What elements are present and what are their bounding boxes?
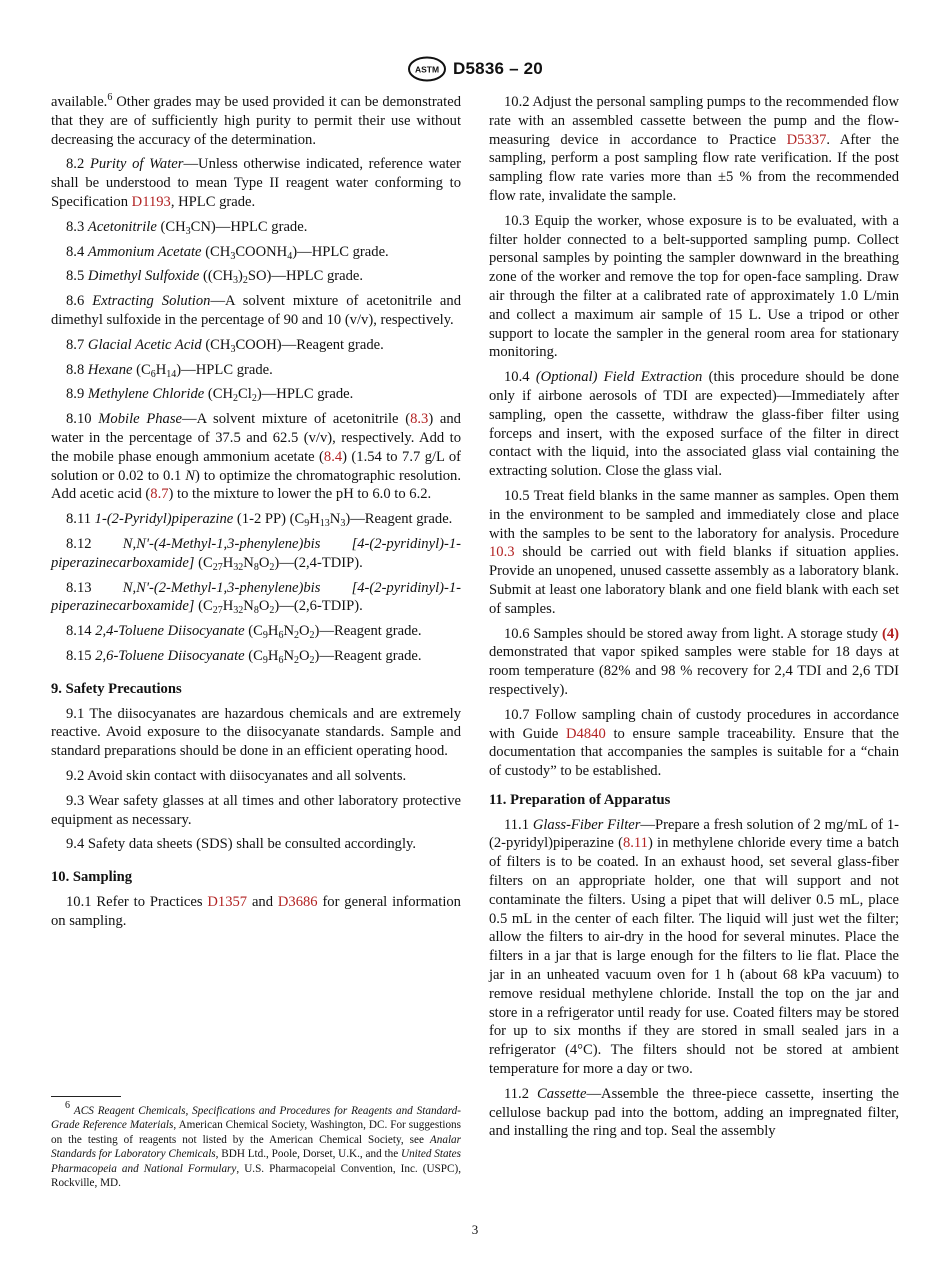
page-header	[0, 56, 950, 82]
astm-logo-icon	[407, 56, 447, 82]
paragraph-8-15: 8.15 2,6-Toluene Diisocyanate $(C_9H_6N_2O_2)—Reagent$ grade.	[66, 647, 422, 666]
paragraph-10-7: 10.7 Follow sampling chain of custody procedures in accordance with Guide D4840 to ensure sample traceability. Ensure that the documentation that accompanies the samples is suitable for a “chain of custody” to be established.	[489, 706, 899, 780]
formula-dmso: $((CH_3)_2SO)$	[203, 268, 272, 287]
paragraph-8-4: 8.4 Ammonium Acetate $(CH_3COONH_4)—HPLC$ grade.	[66, 243, 389, 262]
paragraph-10-3: 10.3 Equip the worker, whose exposure is to be evaluated, with a filter holder connected to a belt-supported sampling pump. Collect personal samples by pointing the sampler downward in the breathing zone of the worker and remove the top for open-face sampling. Draw air through the filter at a calibrated rate of approximately 1.0 L/min and collect a maximum air sample of 15 L. Use a tripod or other support to locate the sampler in the general room area for stationary monitoring.	[489, 212, 899, 361]
section-11-heading: 11. Preparation of Apparatus	[489, 791, 671, 808]
left-column	[51, 93, 461, 936]
formula-ch3cn: $(CH_3CN)$	[160, 218, 216, 237]
right-column	[489, 93, 899, 1147]
link-8-11[interactable]: 8.11	[622, 835, 648, 852]
section-9-heading: 9. Safety Precautions	[51, 680, 182, 697]
paragraph-8-14: 8.14 2,4-Toluene Diisocyanate $(C_9H_6N_2O_2)—Reagent$ grade.	[66, 623, 422, 642]
svg-text:ASTM: ASTM	[415, 64, 440, 75]
footnote-6: $^6$ ACS Reagent Chemicals, Specifications and Procedures for Reagents and Standard-Grade Reference Materials, American Chemical Society, Washington, DC. For suggestions on the testing of reagents not listed by the American Chemical Society, see Analar Standards for Laboratory Chemicals, BDH Ltd., Poole, Dorset, U.K., and the United States Pharmacopeia and National Formulary, U.S. Pharmacopeial Convention, Inc. (USPC), Rockville, MD.	[51, 1100, 461, 1190]
paragraph-8-11: 8.11 1-(2-Pyridyl)piperazine (1-2 PP) $(C_9H_{13}N_3)—Reagent$ grade.	[66, 511, 453, 530]
document-id: D5836 – 20	[453, 59, 543, 78]
paragraph-8-12: 8.12 N,N'-(4-Methyl-1,3-phenylene)bis [4-(2-pyridinyl)-1-piperazinecarboxamide] $(C_{27}H_{32}N_8O_2)—(2,4-TDIP)$.	[51, 535, 461, 573]
formula-ch2cl2: $(CH_2Cl_2)$	[207, 386, 262, 405]
paragraph-8-2: 8.2 Purity of Water—Unless otherwise indicated, reference water shall be understood to mean Type II reagent water conforming to Specification D1193, HPLC grade.	[51, 156, 461, 210]
paragraph-8-6: 8.6 Extracting Solution—A solvent mixture of acetonitrile and dimethyl sulfoxide in the percentage of 90 and 10 (v/v), respectively.	[51, 293, 461, 328]
paragraph-9-3: 9.3 Wear safety glasses at all times and other laboratory protective equipment as necessary.	[51, 792, 461, 828]
paragraph-8-8: 8.8 Hexane $(C_6H_{14})—HPLC$ grade.	[66, 361, 273, 380]
paragraph-9-4: 9.4 Safety data sheets (SDS) shall be consulted accordingly.	[66, 836, 417, 853]
link-d4840[interactable]: D4840	[566, 725, 606, 742]
link-10-3[interactable]: 10.3	[489, 544, 515, 561]
paragraph-10-6: 10.6 Samples should be stored away from light. A storage study (4) demonstrated that vapor spiked samples were stable for 18 days at room temperature (82% and 98 % recovery for 2,4 TDI and 2,6 TDI respectively).	[489, 625, 899, 698]
paragraph-10-2: 10.2 Adjust the personal sampling pumps to the recommended flow rate with an assembled cassette between the pump and the flow-measuring device in accordance to Practice D5337. After the sampling, perform a post sampling flow rate verification. If the post sampling flow rate varies more than ±5 % from the recommended flow rate, invalidate the sample.	[489, 94, 899, 204]
footnote-ref[interactable]: 6	[107, 92, 113, 103]
paragraph-8-9: 8.9 Methylene Chloride $(CH_2Cl_2)—HPLC$ grade.	[66, 386, 354, 405]
link-d5337[interactable]: D5337	[786, 131, 827, 148]
formula-c27h32n8o2-b: $(C_{27}H_{32}N_8O_2)$	[198, 598, 280, 617]
paragraph-9-2: 9.2 Avoid skin contact with diisocyanates and all solvents.	[66, 767, 407, 784]
page-number: 3	[471, 1222, 479, 1237]
paragraph-11-1: 11.1 Glass-Fiber Filter—Prepare a fresh solution of 2 mg/mL of 1-(2-pyridyl)piperazine (8.11) in methylene chloride every time a batch of filters is to be coated. In an exhaust hood, set several glass-fiber filters on an appropriate holder, one that will support and not contaminate the filters. Using a pipet that will deliver 0.5 mL, place 0.5 mL in the center of each filter. The liquid will just wet the filter; allow the filters to air-dry in the hood for several minutes. Place the filters in a jar that is large enough for the filters to lie flat. Place the jar in an unheated vacuum oven for 1 h (about 68 kPa vacuum) to remove residual methylene chloride. Install the top on the jar and store in a refrigerator until ready for use. Coated filters may be stored for up to six months if they are stored in small sealed jars in a refrigerator (4°C). The filters should not be stored at ambient temperature for more a day or two.	[489, 816, 900, 1078]
formula-c6h14: $(C_6H_{14})$	[136, 361, 182, 380]
link-8-7[interactable]: 8.7	[150, 486, 169, 503]
paragraph-11-2: 11.2 Cassette—Assemble the three-piece cassette, inserting the cellulose backup pad into the bottom, adding an impregnated filter, and installing the ring and top. Seal the assembly	[489, 1085, 899, 1140]
link-d1193[interactable]: D1193	[131, 193, 171, 210]
available-word: available.	[51, 94, 108, 110]
link-d3686[interactable]: D3686	[277, 893, 318, 910]
paragraph-10-4: 10.4 (Optional) Field Extraction (this procedure should be done only if airbone aerosols of TDI are expected)—Immediately after sampling, open the cassette, withdraw the glass-fiber filter using forceps and insert, with the exposed surface of the filter in direct contact with the liquid, into the associated glass vial containing the extracting solution. Close the glass vial.	[489, 369, 899, 480]
paragraph-8-7: 8.7 Glacial Acetic Acid $(CH_3COOH)—Reagent$ grade.	[66, 336, 384, 355]
footnote-mark: 6	[65, 1100, 70, 1111]
section-10-heading: 10. Sampling	[51, 869, 133, 886]
link-ref-4[interactable]: (4)	[881, 625, 899, 642]
paragraph-9-1: 9.1 The diisocyanates are hazardous chemicals and are extremely reactive. Avoid exposure to the diisocyanate standards. Sample and standard preparations should be done in an efficient operating hood.	[51, 705, 461, 760]
formula-c9h6n2o2-a: $(C_9H_6N_2O_2)$	[248, 623, 320, 642]
formula-ch3coonh4: $(CH_3COONH_4)$	[205, 243, 298, 262]
paragraph-8-13: 8.13 N,N'-(2-Methyl-1,3-phenylene)bis [4-(2-pyridinyl)-1-piperazinecarboxamide] $(C_{27}H_{32}N_8O_2)—(2,6-TDIP)$.	[51, 579, 461, 617]
p8-1-rest: Other grades may be used provided it can be demonstrated that they are of sufficiently high purity to permit their use without decreasing the accuracy of the determination.	[51, 94, 461, 148]
paragraph-10-5: 10.5 Treat field blanks in the same manner as samples. Open them in the environment to be sampled and immediately close and place with the samples to be sent to the laboratory for analysis. Procedure 10.3 should be carried out with field blanks if situation applies. Provide an unopened, unused cassette assembly as a laboratory blank. Submit at least one laboratory blank and one field blank with each set of samples.	[489, 487, 899, 617]
paragraph-8-3: 8.3 Acetonitrile $(CH_3CN)—HPLC$ grade.	[66, 218, 308, 237]
link-d1357[interactable]: D1357	[207, 893, 248, 910]
formula-c9h13n3: $(C_9H_{13}N_3)$	[289, 511, 351, 530]
paragraph-8-10: 8.10 Mobile Phase—A solvent mixture of acetonitrile (8.3) and water in the percentage of 37.5 and 62.5 (v/v), respectively. Add to the mobile phase enough ammonium acetate (8.4) (1.54 to 7.7 g/L of solution or 0.02 to 0.1 N) to optimize the chromatographic resolution. Add acetic acid (8.7) to the mixture to lower the pH to 6.0 to 6.2.	[51, 411, 461, 503]
footnote-divider	[51, 1096, 121, 1097]
paragraph-8-1-continued	[51, 93, 461, 149]
formula-c9h6n2o2-b: $(C_9H_6N_2O_2)$	[248, 647, 320, 666]
paragraph-10-1: 10.1 Refer to Practices D1357 and D3686 for general information on sampling.	[51, 893, 461, 929]
link-8-3[interactable]: 8.3	[410, 411, 429, 428]
formula-c27h32n8o2-a: $(C_{27}H_{32}N_8O_2)$	[198, 554, 280, 573]
link-8-4[interactable]: 8.4	[323, 448, 343, 465]
paragraph-8-5: 8.5 Dimethyl Sulfoxide $((CH_3)_2SO)—HPLC$ grade.	[66, 268, 364, 287]
formula-ch3cooh: $(CH_3COOH)$	[205, 336, 282, 355]
